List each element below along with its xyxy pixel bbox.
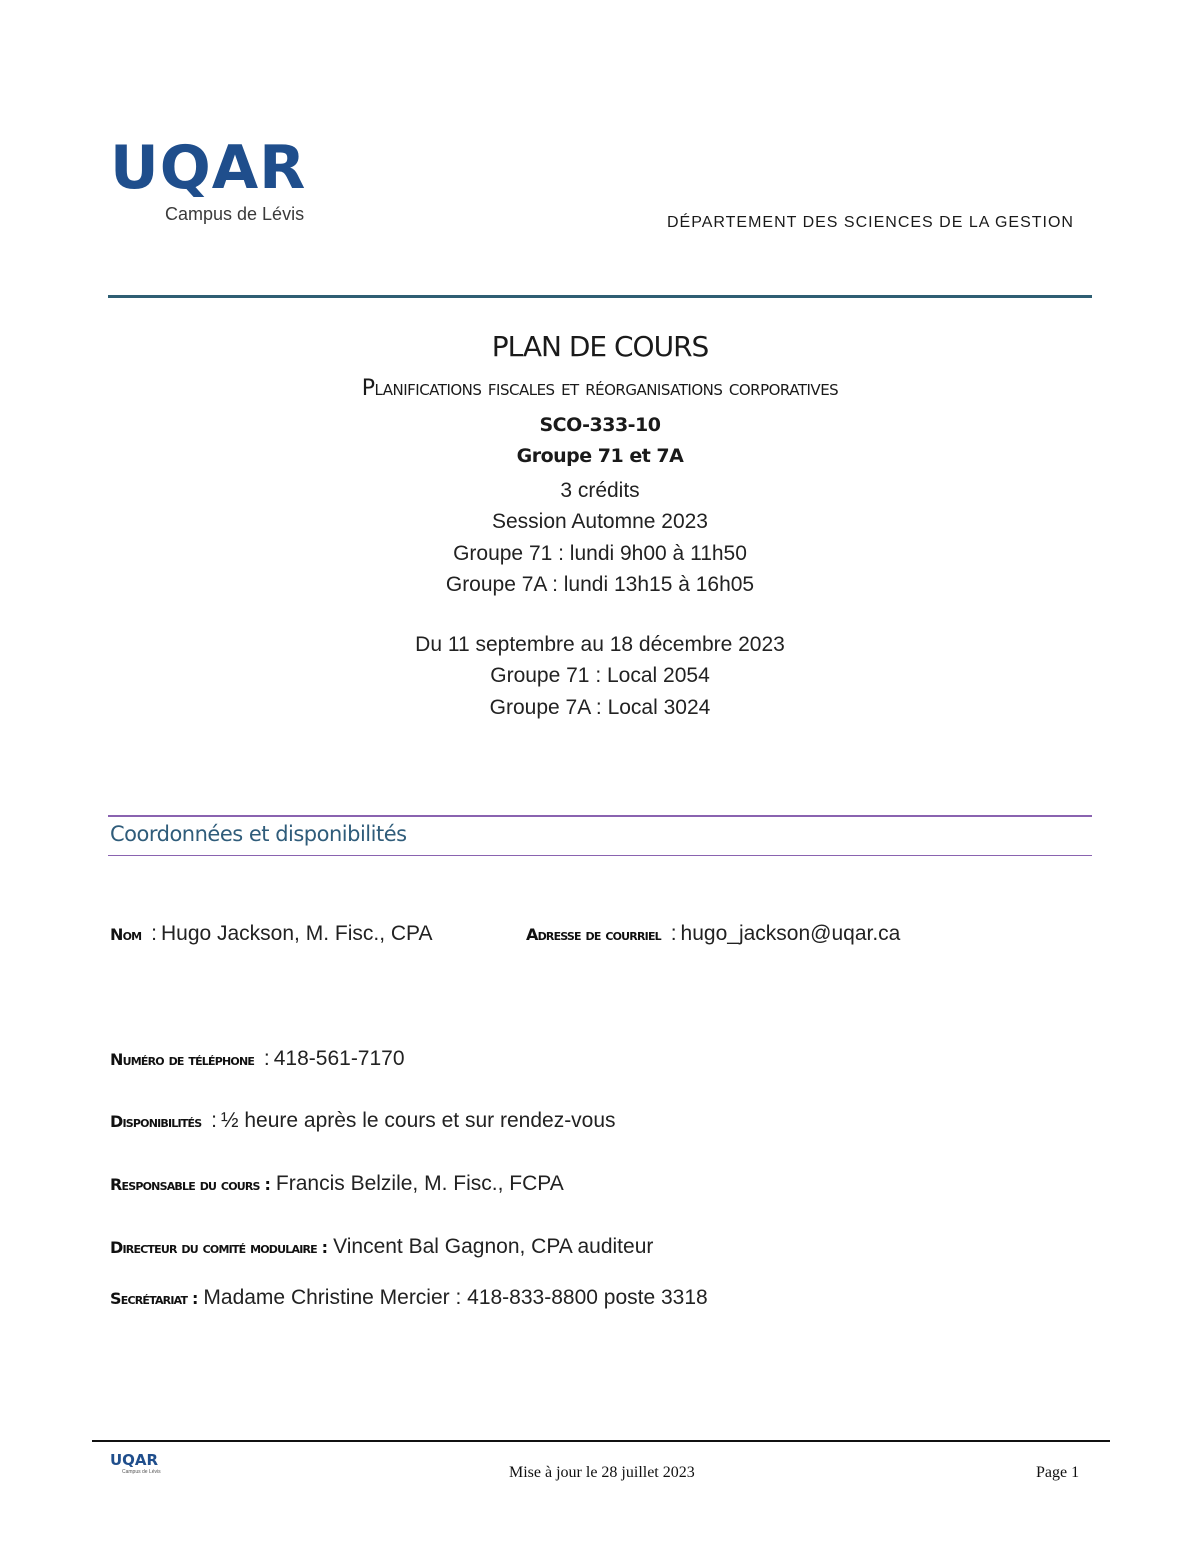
course-code: SCO-333-10 bbox=[539, 414, 661, 436]
room-group-7a: Groupe 7A : Local 3024 bbox=[489, 695, 711, 719]
room-group-71: Groupe 71 : Local 2054 bbox=[490, 664, 710, 688]
section-heading: Coordonnées et disponibilités bbox=[110, 822, 407, 846]
email-label: Adresse de courriel bbox=[526, 925, 661, 944]
course-session: Session Automne 2023 bbox=[492, 510, 708, 534]
course-groups: Groupe 71 et 7A bbox=[516, 445, 684, 467]
schedule-group-7a: Groupe 7A : lundi 13h15 à 16h05 bbox=[445, 572, 755, 596]
field-secretariat bbox=[110, 1286, 708, 1310]
availability-label: Disponibilités bbox=[110, 1112, 202, 1131]
course-dates: Du 11 septembre au 18 décembre 2023 bbox=[415, 633, 785, 656]
name-value: Hugo Jackson, M. Fisc., CPA bbox=[160, 922, 433, 945]
field-name: Nom : Hugo Jackson, M. Fisc., CPA bbox=[110, 922, 433, 945]
logo-campus: Campus de Lévis bbox=[165, 204, 305, 224]
footer-update-date: Mise à jour le 28 juillet 2023 bbox=[509, 1464, 695, 1481]
course-credits: 3 crédits bbox=[560, 479, 640, 502]
course-dates-rooms bbox=[108, 629, 1092, 723]
field-availability: Disponibilités : ½ heure après le cours et sur rendez-vous bbox=[110, 1109, 616, 1132]
availability-value: ½ heure après le cours et sur rendez-vous bbox=[221, 1109, 616, 1132]
phone-label: Numéro de téléphone bbox=[110, 1050, 255, 1069]
phone-value: 418-561-7170 bbox=[273, 1047, 405, 1070]
footer-logo bbox=[110, 1452, 161, 1475]
course-title: Planifications fiscales et réorganisations corporatives bbox=[361, 376, 839, 401]
director-value: Vincent Bal Gagnon, CPA auditeur bbox=[333, 1235, 654, 1258]
footer-logo-wordmark: UQAR bbox=[110, 1451, 159, 1469]
course-info bbox=[108, 475, 1092, 600]
plan-title: PLAN DE COURS bbox=[491, 330, 709, 363]
schedule-group-71: Groupe 71 : lundi 9h00 à 11h50 bbox=[453, 541, 747, 565]
department-name: DÉPARTEMENT DES SCIENCES DE LA GESTION bbox=[667, 214, 1074, 231]
secretariat-label: Secrétariat : bbox=[110, 1289, 198, 1308]
field-email: Adresse de courriel : hugo_jackson@uqar.ca bbox=[526, 922, 901, 945]
section-rule-top bbox=[108, 815, 1092, 817]
secretariat-value: Madame Christine Mercier : 418-833-8800 poste 3318 bbox=[203, 1286, 708, 1309]
section-rule-bottom bbox=[108, 855, 1092, 856]
field-director bbox=[110, 1235, 653, 1259]
header-divider bbox=[108, 295, 1092, 298]
director-label: Directeur du comité modulaire : bbox=[110, 1238, 328, 1257]
footer-page-number: Page 1 bbox=[1036, 1464, 1080, 1481]
uqar-logo bbox=[110, 133, 320, 225]
responsible-label: Responsable du cours : bbox=[110, 1175, 271, 1194]
email-value[interactable]: hugo_jackson@uqar.ca bbox=[680, 922, 901, 945]
field-responsible bbox=[110, 1172, 564, 1196]
footer-logo-campus: Campus de Lévis bbox=[122, 1469, 161, 1475]
logo-wordmark: UQAR bbox=[110, 133, 307, 203]
footer-divider bbox=[92, 1440, 1110, 1442]
field-phone: Numéro de téléphone : 418-561-7170 bbox=[110, 1047, 405, 1070]
name-label: Nom bbox=[110, 925, 142, 944]
responsible-value: Francis Belzile, M. Fisc., FCPA bbox=[275, 1172, 564, 1195]
